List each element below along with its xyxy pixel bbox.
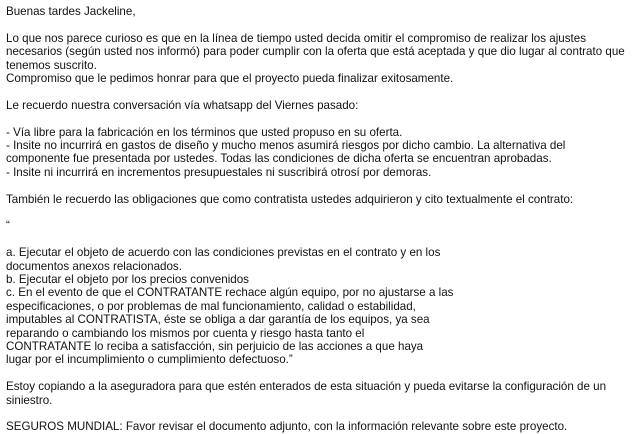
text-line: b. Ejecutar el objeto por los precios convenidos <box>6 273 249 287</box>
contract-quote <box>6 246 636 367</box>
text-line: Compromiso que le pedimos honrar para que el proyecto pueda finalizar exitosamente. <box>6 72 454 86</box>
email-body <box>6 5 636 434</box>
text-line: a. Ejecutar el objeto de acuerdo con las condiciones previstas en el contrato y en los <box>6 246 441 260</box>
paragraph-obligaciones <box>6 193 636 206</box>
text-line: necesarios (según usted nos informó) para poder cumplir con la oferta que está aceptada y que dio lugar al contrato que <box>6 45 625 59</box>
text-line: especificaciones, o por problemas de mal funcionamiento, calidad o estabilidad, <box>6 299 416 313</box>
text-line: SEGUROS MUNDIAL: Favor revisar el documento adjunto, con la información relevante sobre este proyecto. <box>6 420 568 434</box>
text-line: documentos anexos relacionados. <box>6 259 182 273</box>
text-line: c. En el evento de que el CONTRATANTE rechace algún equipo, por no ajustarse a las <box>6 286 454 300</box>
greeting: Buenas tardes Jackeline, <box>6 5 136 18</box>
bullet-list <box>6 126 636 180</box>
text-line: También le recuerdo las obligaciones que como contratista ustedes adquirieron y cito textualmente el contrato: <box>6 192 574 206</box>
text-line: CONTRATANTE lo reciba a satisfacción, sin perjuicio de las acciones a que haya <box>6 340 424 354</box>
text-line: Le recuerdo nuestra conversación vía whatsapp del Viernes pasado: <box>6 98 359 112</box>
list-item: componente fue presentada por ustedes. Todas las condiciones de dicha oferta se encuentran aprobadas. <box>6 152 552 166</box>
text-line: reparando o cambiando los mismos por cuenta y riesgo hasta tanto el <box>6 326 365 340</box>
list-item: - Vía libre para la fabricación en los términos que usted propuso en su oferta. <box>6 125 403 139</box>
text-line: “ <box>6 219 10 233</box>
text-line: Lo que nos parece curioso es que en la línea de tiempo usted decida omitir el compromiso de realizar los ajustes <box>6 31 587 45</box>
paragraph-seguros <box>6 420 636 433</box>
text-line: siniestro. <box>6 393 53 407</box>
text-line: imputables al CONTRATISTA, éste se obliga a dar garantía de los equipos, ya sea <box>6 313 430 327</box>
quote-open <box>6 219 636 232</box>
text-line: Estoy copiando a la aseguradora para que estén enterados de esta situación y pueda evitarse la configuración de un <box>6 380 607 394</box>
paragraph-ajustes <box>6 32 636 86</box>
paragraph-aseguradora <box>6 380 636 407</box>
list-item: - Insite no incurrirá en gastos de diseño y mucho menos asumirá riesgos por dicho cambio. La alternativa del <box>6 139 566 153</box>
list-item: - Insite ni incurrirá en incrementos presupuestales ni suscribirá otrosí por demoras. <box>6 165 432 179</box>
text-line: lugar por el incumplimiento o cumplimiento defectuoso.” <box>6 353 293 367</box>
text-line: tenemos suscrito. <box>6 58 97 72</box>
paragraph-conversacion <box>6 99 636 112</box>
